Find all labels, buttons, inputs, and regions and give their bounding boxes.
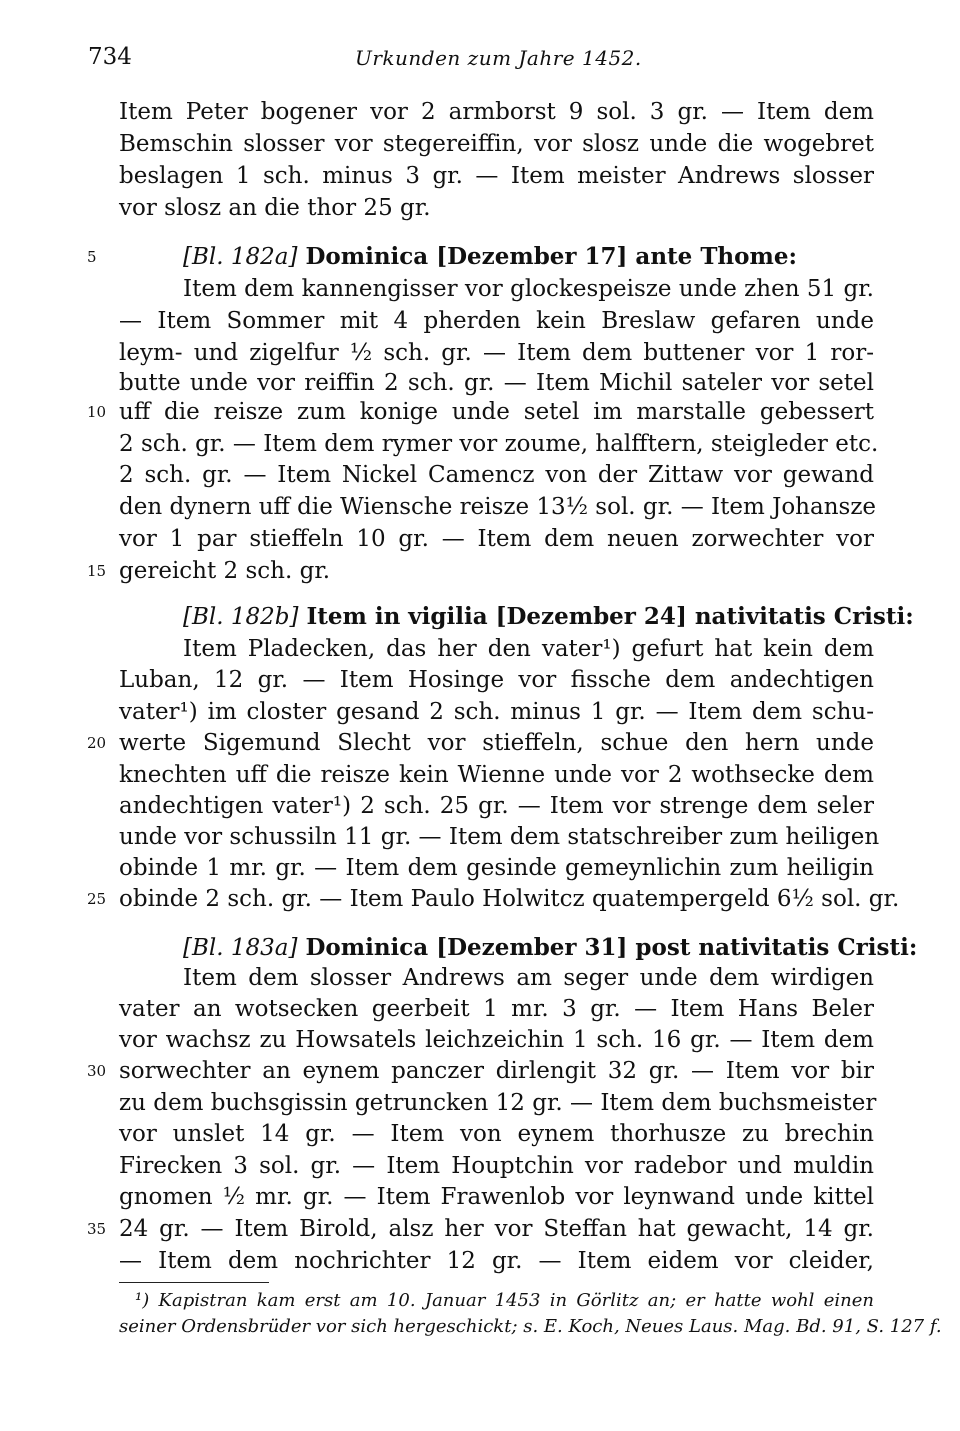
text-line: vor wachsz zu Howsatels leichzeichin 1 sch. 16 gr. — Item dem [119, 1027, 874, 1053]
folio-reference: [Bl. 182b] [183, 604, 299, 630]
line-number: 15 [87, 562, 107, 580]
heading-text: Dominica [Dezember 31] post nativitatis Cristi: [305, 934, 918, 961]
folio-reference: [Bl. 183a] [183, 935, 298, 961]
text-line: den dynern uff die Wiensche reisze 13½ sol. gr. — Item Johansze [119, 494, 877, 520]
text-line: vater an wotsecken geerbeit 1 mr. 3 gr. — Item Hans Beler [119, 996, 874, 1022]
line-number: 35 [87, 1220, 107, 1238]
section-heading [183, 932, 918, 964]
text-line: 24 gr. — Item Birold, alsz her vor Steffan hat gewacht, 14 gr. [119, 1216, 874, 1242]
line-number: 10 [87, 403, 107, 421]
text-line: butte unde vor reiffin 2 sch. gr. — Item Michil sateler vor setel [119, 370, 874, 396]
text-line: Luban, 12 gr. — Item Hosinge vor fissche dem andechtigen [119, 667, 874, 693]
text-line: 2 sch. gr. — Item dem rymer vor zoume, halfftern, steigleder etc. [119, 431, 879, 457]
text-line: sorwechter an eynem panczer dirlengit 32 gr. — Item vor bir [119, 1058, 874, 1084]
running-title: Urkunden zum Jahre 1452. [355, 46, 642, 70]
text-line: — Item dem nochrichter 12 gr. — Item eidem vor cleider, [119, 1248, 874, 1274]
text-line: werte Sigemund Slecht vor stieffeln, schue den hern unde [119, 730, 874, 756]
line-number: 25 [87, 890, 107, 908]
text-line: obinde 2 sch. gr. — Item Paulo Holwitcz quatempergeld 6½ sol. gr. [119, 886, 900, 912]
section-heading [183, 601, 914, 633]
page-number: 734 [88, 44, 132, 70]
text-line: Item Pladecken, das her den vater¹) gefurt hat kein dem [183, 636, 874, 662]
text-line: — Item Sommer mit 4 pherden kein Breslaw gefaren unde [119, 308, 874, 334]
text-line: uff die reisze zum konige unde setel im marstalle gebessert [119, 399, 874, 425]
footnote-line: ¹) Kapistran kam erst am 10. Januar 1453 in Görlitz an; er hatte wohl einen [135, 1290, 874, 1311]
text-line: vor unslet 14 gr. — Item von eynem thorhusze zu brechin [119, 1121, 874, 1147]
footnote-divider [119, 1282, 269, 1283]
text-line: knechten uff die reisze kein Wienne unde vor 2 wothsecke dem [119, 762, 874, 788]
text-line: unde vor schussiln 11 gr. — Item dem statschreiber zum heiligen [119, 824, 880, 850]
text-line: Bemschin slosser vor stegereiffin, vor slosz unde die wogebret [119, 131, 874, 157]
text-line: vor 1 par stieffeln 10 gr. — Item dem neuen zorwechter vor [119, 526, 874, 552]
text-line: Firecken 3 sol. gr. — Item Houptchin vor radebor und muldin [119, 1153, 874, 1179]
text-line: obinde 1 mr. gr. — Item dem gesinde gemeynlichin zum heiligin [119, 855, 874, 881]
text-line: Item dem slosser Andrews am seger unde dem wirdigen [183, 965, 874, 991]
heading-text: Dominica [Dezember 17] ante Thome: [305, 243, 797, 270]
text-line: zu dem buchsgissin getruncken 12 gr. — Item dem buchsmeister [119, 1090, 877, 1116]
text-line: gereicht 2 sch. gr. [119, 558, 331, 584]
text-line: andechtigen vater¹) 2 sch. 25 gr. — Item vor strenge dem seler [119, 793, 874, 819]
text-line: leym- und zigelfur ½ sch. gr. — Item dem buttener vor 1 ror- [119, 340, 874, 366]
footnote-line: seiner Ordensbrüder vor sich hergeschickt; s. E. Koch, Neues Laus. Mag. Bd. 91, S. 127 f. [119, 1316, 942, 1337]
page-header [0, 44, 960, 74]
text-line: Item dem kannengisser vor glockespeisze unde zhen 51 gr. [183, 276, 874, 302]
line-number: 5 [87, 248, 97, 266]
text-line: Item Peter bogener vor 2 armborst 9 sol. 3 gr. — Item dem [119, 99, 874, 125]
heading-text: Item in vigilia [Dezember 24] nativitatis Cristi: [306, 603, 914, 630]
text-line: vor slosz an die thor 25 gr. [119, 195, 431, 221]
text-line: 2 sch. gr. — Item Nickel Camencz von der Zittaw vor gewand [119, 462, 874, 488]
text-line: vater¹) im closter gesand 2 sch. minus 1 gr. — Item dem schu- [119, 699, 874, 725]
text-line: beslagen 1 sch. minus 3 gr. — Item meister Andrews slosser [119, 163, 874, 189]
line-number: 20 [87, 734, 107, 752]
folio-reference: [Bl. 182a] [183, 244, 298, 270]
section-heading [183, 241, 874, 273]
line-number: 30 [87, 1062, 107, 1080]
text-line: gnomen ½ mr. gr. — Item Frawenlob vor leynwand unde kittel [119, 1184, 874, 1210]
